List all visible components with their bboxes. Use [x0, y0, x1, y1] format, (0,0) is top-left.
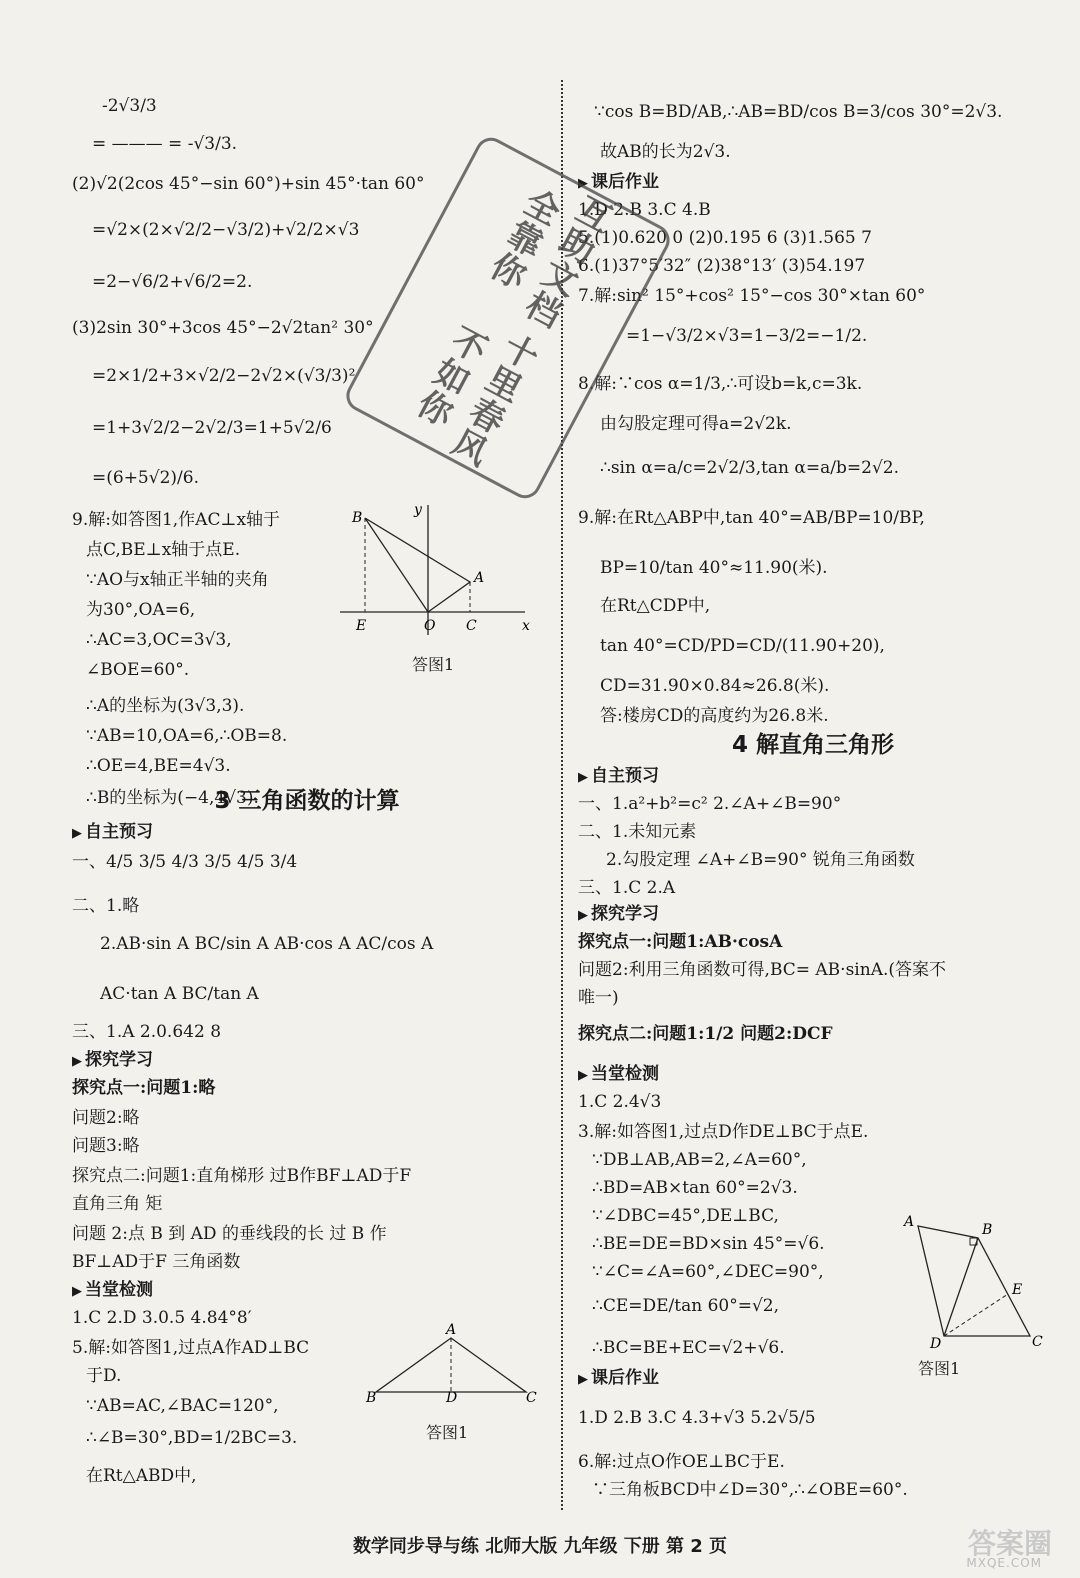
text-line: 9.解:在Rt△ABP中,tan 40°=AB/BP=10/BP,: [578, 508, 925, 528]
text-line: =(6+5√2)/6.: [92, 468, 199, 488]
text-line: ∴∠B=30°,BD=1/2BC=3.: [86, 1428, 298, 1448]
text-line: 二、1.未知元素: [578, 822, 697, 842]
text-line: 答:楼房CD的高度约为26.8米.: [600, 706, 829, 726]
label-a: A: [474, 570, 485, 586]
subsection-title: ▶ 探究学习: [72, 1050, 153, 1070]
figure-quadrilateral: [900, 1208, 1043, 1352]
subsection-title: ▶ 当堂检测: [578, 1064, 659, 1084]
label-b: B: [352, 510, 363, 526]
figure-caption: 答图1: [412, 655, 455, 674]
triangle-bullet-icon: ▶: [578, 1372, 588, 1387]
label-a: A: [904, 1214, 915, 1230]
triangle-bullet-icon: ▶: [72, 1054, 82, 1069]
text-line: 1.C 2.D 3.0.5 4.84°8′: [72, 1308, 252, 1328]
text-line: ∵AO与x轴正半轴的夹角: [86, 570, 269, 590]
label-d: D: [930, 1336, 942, 1352]
text-line: ∴B的坐标为(−4,4√3).: [86, 788, 259, 808]
text-line: 二、1.略: [72, 896, 140, 916]
text-line: 问题3:略: [72, 1136, 140, 1156]
text-line: -2√3/3: [102, 96, 157, 116]
triangle-bullet-icon: ▶: [72, 826, 82, 841]
text-line: BP=10/tan 40°≈11.90(米).: [600, 558, 828, 578]
label-y: y: [414, 502, 422, 518]
subsection-title: ▶ 自主预习: [72, 822, 153, 842]
text-line: =1−√3/2×√3=1−3/2=−1/2.: [626, 326, 868, 346]
subsection-title: ▶ 课后作业: [578, 172, 659, 192]
text-line: 问题2:略: [72, 1108, 140, 1128]
label-o: O: [424, 618, 436, 634]
triangle-bullet-icon: ▶: [578, 770, 588, 785]
label-c: C: [466, 618, 477, 634]
text-line: ∴BD=AB×tan 60°=2√3.: [592, 1178, 798, 1198]
text-line: 由勾股定理可得a=2√2k.: [600, 414, 792, 434]
subsection-title: ▶ 探究学习: [578, 904, 659, 924]
label-c: C: [1032, 1334, 1043, 1350]
text-line: =√2×(2×√2/2−√3/2)+√2/2×√3: [92, 220, 360, 240]
text-line: 问题 2:点 B 到 AD 的垂线段的长 过 B 作: [72, 1224, 387, 1244]
stamp-line: 互助文档全靠你: [479, 180, 618, 334]
text-line: 9.解:如答图1,作AC⊥x轴于: [72, 510, 281, 530]
label-b: B: [366, 1390, 377, 1406]
text-line: ∴BC=BE+EC=√2+√6.: [592, 1338, 785, 1358]
text-line: 点C,BE⊥x轴于点E.: [86, 540, 241, 560]
text-line: 探究点二:问题1:1/2 问题2:DCF: [578, 1024, 833, 1044]
text-line: 1.D 2.B 3.C 4.B: [578, 200, 711, 220]
text-line: 故AB的长为2√3.: [600, 142, 731, 162]
text-line: AC·tan A BC/tan A: [100, 984, 259, 1004]
text-line: (3)2sin 30°+3cos 45°−2√2tan² 30°: [72, 318, 374, 338]
text-line: (2)√2(2cos 45°−sin 60°)+sin 45°·tan 60°: [72, 174, 425, 194]
text-line: 6.(1)37°5′32″ (2)38°13′ (3)54.197: [578, 256, 866, 276]
page-footer: 数学同步导与练 北师大版 九年级 下册 第 2 页: [352, 1536, 728, 1557]
text-line: BF⊥AD于F 三角函数: [72, 1252, 241, 1272]
text-line: 三、1.C 2.A: [578, 878, 676, 898]
text-line: ∵AB=10,OA=6,∴OB=8.: [86, 726, 288, 746]
text-line: ∴AC=3,OC=3√3,: [86, 630, 232, 650]
text-line: 3.解:如答图1,过点D作DE⊥BC于点E.: [578, 1122, 869, 1142]
text-line: 一、4/5 3/5 4/3 3/5 4/5 3/4: [72, 852, 298, 872]
text-line: ∵cos B=BD/AB,∴AB=BD/cos B=3/cos 30°=2√3.: [594, 102, 1003, 122]
label-x: x: [522, 618, 530, 634]
triangle-bullet-icon: ▶: [72, 1284, 82, 1299]
text-line: ∵∠DBC=45°,DE⊥BC,: [592, 1206, 779, 1226]
text-line: ∵DB⊥AB,AB=2,∠A=60°,: [592, 1150, 807, 1170]
text-line: ∴sin α=a/c=2√2/3,tan α=a/b=2√2.: [600, 458, 899, 478]
text-line: 6.解:过点O作OE⊥BC于E.: [578, 1452, 785, 1472]
text-line: =2−√6/2+√6/2=2.: [92, 272, 253, 292]
figure-isosceles-triangle: [366, 1322, 546, 1407]
text-line: 直角三角 矩: [72, 1194, 163, 1214]
label-b: B: [982, 1222, 993, 1238]
text-line: 7.解:sin² 15°+cos² 15°−cos 30°×tan 60°: [578, 286, 926, 306]
text-line: tan 40°=CD/PD=CD/(11.90+20),: [600, 636, 885, 656]
text-line: 问题2:利用三角函数可得,BC= AB·sinA.(答案不: [578, 960, 947, 980]
watermark-url: MXQE.COM: [966, 1556, 1042, 1570]
text-line: 2.勾股定理 ∠A+∠B=90° 锐角三角函数: [606, 850, 915, 870]
text-line: 探究点一:问题1:AB·cosA: [578, 932, 783, 952]
stamp-line: 十里春风不如你: [406, 318, 545, 472]
segment-de: [944, 1294, 1008, 1336]
text-line: 探究点一:问题1:略: [72, 1078, 216, 1098]
text-line: 2.AB·sin A BC/sin A AB·cos A AC/cos A: [100, 934, 434, 954]
section-heading-3: 3 三角函数的计算: [214, 788, 400, 814]
triangle-abo: [365, 518, 470, 612]
triangle-bullet-icon: ▶: [578, 176, 588, 191]
section-heading-4: 4 解直角三角形: [731, 732, 894, 758]
text-line: 5.(1)0.620 0 (2)0.195 6 (3)1.565 7: [578, 228, 872, 248]
text-line: ∠BOE=60°.: [86, 660, 190, 680]
text-line: ∴BE=DE=BD×sin 45°=√6.: [592, 1234, 825, 1254]
text-line: 8.解:∵cos α=1/3,∴可设b=k,c=3k.: [578, 374, 863, 394]
triangle-svg: [366, 1322, 546, 1406]
label-e: E: [1012, 1282, 1023, 1298]
text-line: CD=31.90×0.84≈26.8(米).: [600, 676, 830, 696]
label-c: C: [526, 1390, 537, 1406]
text-line: ∴CE=DE/tan 60°=√2,: [592, 1296, 779, 1316]
text-line: 唯一): [578, 988, 619, 1008]
quad-abcd: [918, 1226, 1030, 1336]
text-line: ∵∠C=∠A=60°,∠DEC=90°,: [592, 1262, 824, 1282]
subsection-title: ▶ 当堂检测: [72, 1280, 153, 1300]
figure-caption: 答图1: [426, 1423, 469, 1442]
text-line: = ——— = -√3/3.: [92, 134, 238, 154]
figure-caption: 答图1: [918, 1359, 961, 1378]
text-line: 在Rt△CDP中,: [600, 596, 711, 616]
label-e: E: [356, 618, 367, 634]
text-line: 探究点二:问题1:直角梯形 过B作BF⊥AD于F: [72, 1166, 412, 1186]
text-line: 为30°,OA=6,: [86, 600, 196, 620]
subsection-title: ▶ 自主预习: [578, 766, 659, 786]
segment-bd: [944, 1238, 978, 1336]
subsection-title: ▶ 课后作业: [578, 1368, 659, 1388]
text-line: 5.解:如答图1,过点A作AD⊥BC: [72, 1338, 310, 1358]
text-line: =2×1/2+3×√2/2−2√2×(√3/3)²: [92, 366, 356, 386]
text-line: =1+3√2/2−2√2/3=1+5√2/6: [92, 418, 332, 438]
triangle-bullet-icon: ▶: [578, 1068, 588, 1083]
text-line: ∵AB=AC,∠BAC=120°,: [86, 1396, 279, 1416]
text-line: 1.D 2.B 3.C 4.3+√3 5.2√5/5: [578, 1408, 816, 1428]
text-line: 三、1.A 2.0.642 8: [72, 1022, 222, 1042]
text-line: 在Rt△ABD中,: [86, 1466, 197, 1486]
label-a: A: [446, 1322, 457, 1338]
axes-svg: [340, 500, 540, 640]
text-line: 1.C 2.4√3: [578, 1092, 662, 1112]
text-line: ∴OE=4,BE=4√3.: [86, 756, 231, 776]
triangle-bullet-icon: ▶: [578, 908, 588, 923]
text-line: ∵三角板BCD中∠D=30°,∴∠OBE=60°.: [592, 1480, 908, 1500]
label-d: D: [446, 1390, 458, 1406]
figure-axes-diagram: [340, 500, 540, 645]
quad-svg: [900, 1208, 1043, 1352]
text-line: ∴A的坐标为(3√3,3).: [86, 696, 245, 716]
text-line: 于D.: [86, 1366, 122, 1386]
text-line: 一、1.a²+b²=c² 2.∠A+∠B=90°: [578, 794, 842, 814]
watermark-logo: 答案圈: [967, 1527, 1052, 1560]
